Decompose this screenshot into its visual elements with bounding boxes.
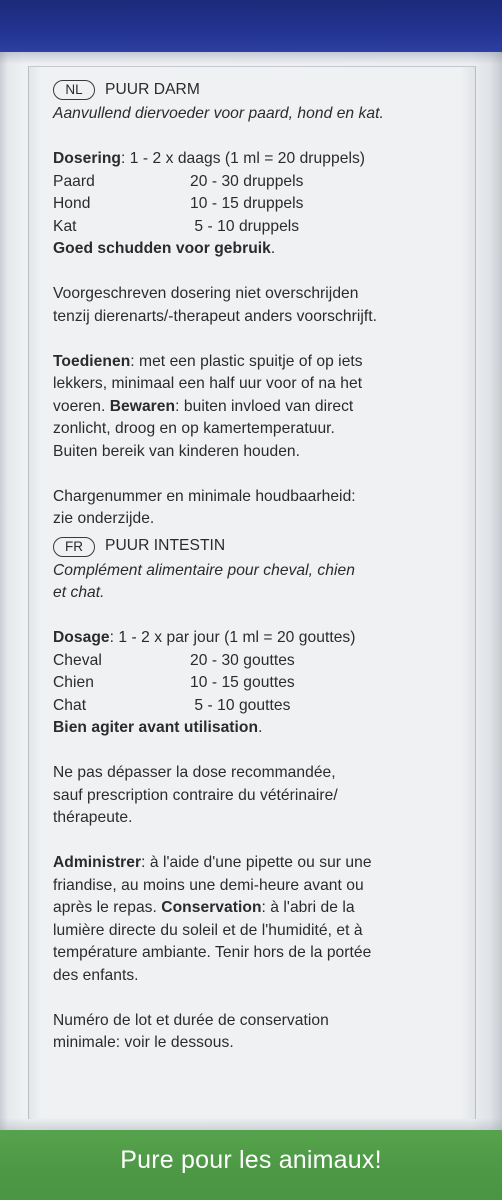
fr-dose-amount: 5 - 10 gouttes (190, 696, 291, 714)
fr-dosage-line (53, 627, 473, 650)
nl-admin-label: Toedienen (53, 352, 131, 370)
nl-dose-animal: Paard (53, 172, 95, 190)
fr-dose-row (53, 695, 473, 718)
nl-product-name: PUUR DARM (105, 80, 200, 98)
nl-dosage-label: Dosering (53, 150, 121, 167)
fr-dosage-text: : 1 - 2 x par jour (1 ml = 20 gouttes) (109, 629, 356, 646)
nl-store-label: Bewaren (109, 397, 176, 415)
fr-dose-animal: Cheval (53, 651, 102, 669)
top-band-shadow (0, 52, 502, 64)
fr-store-label: Conservation (161, 899, 262, 916)
fr-admin-label: Administrer (53, 854, 142, 871)
fr-shake-instruction: Bien agiter avant utilisation. (53, 719, 263, 736)
nl-warning: Voorgeschreven dosering niet overschrijden tenzij dierenarts/-therapeut anders voorschrijft. (53, 285, 378, 325)
fr-administration: Administrer: à l'aide d'une pipette ou sur une friandise, au moins une demi-heure avant ou après le repas. Conservation: à l'abri de la lumière directe du soleil et de l'humidité, et à température ambiante. Tenir hors de la portée des enfants. (53, 854, 372, 984)
nl-dose-row (53, 171, 473, 194)
nl-administration: Toedienen: met een plastic spuitje of op iets lekkers, minimaal een half uur voor of na het voeren. Bewaren: buiten invloed van direct zonlicht, droog en op kamertemperatuur. Buiten bereik van kinderen houden. (53, 352, 363, 460)
nl-batch-info: Chargenummer en minimale houdbaarheid: zie onderzijde. (53, 487, 356, 527)
nl-dose-row (53, 193, 473, 216)
nl-dose-row (53, 216, 473, 239)
footer-slogan: Pure pour les animaux! (120, 1146, 382, 1174)
fr-language-badge: FR (53, 537, 95, 557)
fr-dosage-label: Dosage (53, 629, 110, 646)
nl-dose-amount: 5 - 10 druppels (190, 217, 300, 235)
fr-dose-amount: 10 - 15 gouttes (190, 674, 295, 691)
nl-dosage-line (53, 148, 473, 171)
nl-dosage-text: : 1 - 2 x daags (1 ml = 20 druppels) (120, 150, 366, 167)
fr-batch-info: Numéro de lot et durée de conservation minimale: voir le dessous. (53, 1011, 329, 1051)
nl-heading (53, 78, 473, 102)
fr-product-name: PUUR INTESTIN (105, 537, 226, 555)
label-content (53, 78, 473, 1055)
fr-dose-amount: 20 - 30 gouttes (190, 651, 295, 669)
fr-subtitle: Complément alimentaire pour cheval, chien et chat. (53, 561, 355, 601)
fr-dose-row (53, 650, 473, 673)
nl-dose-amount: 10 - 15 druppels (190, 195, 304, 212)
nl-shake-instruction: Goed schudden voor gebruik. (53, 240, 276, 257)
nl-dose-amount: 20 - 30 druppels (190, 172, 304, 190)
top-blue-band (0, 0, 502, 52)
nl-subtitle: Aanvullend diervoeder voor paard, hond en kat. (53, 105, 384, 122)
fr-heading (53, 535, 473, 559)
nl-dose-animal: Kat (53, 217, 77, 235)
fr-warning: Ne pas dépasser la dose recommandée, sauf prescription contraire du vétérinaire/ thérapeute. (53, 764, 338, 826)
footer-shadow (0, 1118, 502, 1130)
fr-dose-animal: Chien (53, 674, 94, 691)
fr-dose-animal: Chat (53, 696, 87, 714)
nl-language-badge: NL (53, 80, 95, 100)
nl-dose-animal: Hond (53, 195, 91, 212)
fr-dose-row (53, 672, 473, 695)
